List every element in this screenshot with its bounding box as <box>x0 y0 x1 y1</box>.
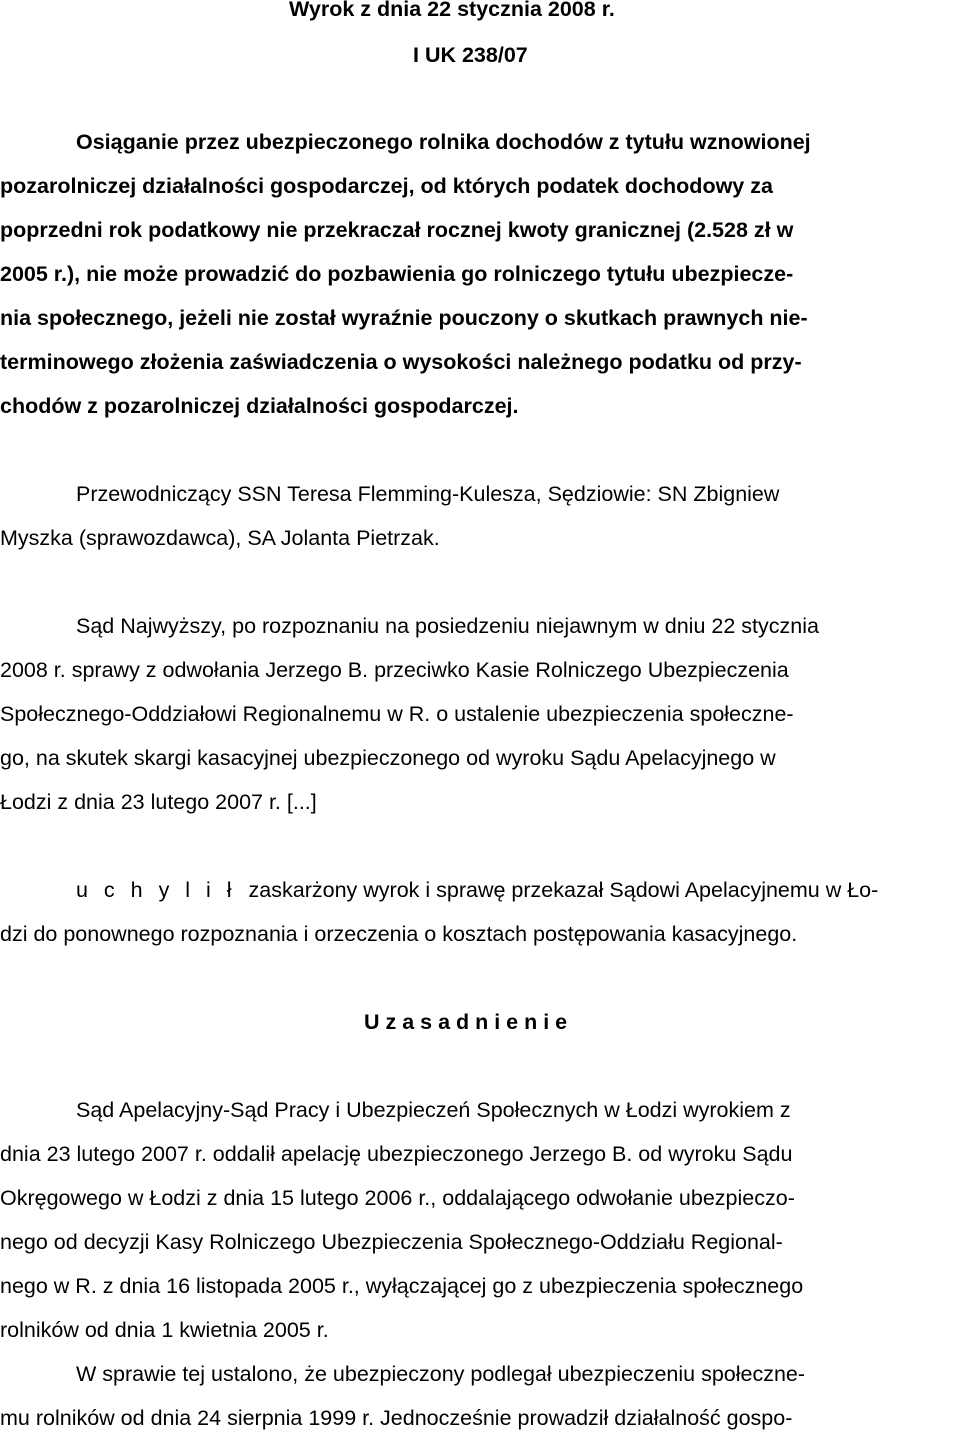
justification-line: rolników od dnia 1 kwietnia 2005 r. <box>0 1318 329 1342</box>
justification-line: nego od decyzji Kasy Rolniczego Ubezpieczenia Społecznego-Oddziału Regional- <box>0 1230 783 1254</box>
thesis-line: terminowego złożenia zaświadczenia o wysokości należnego podatku od przy- <box>0 350 802 374</box>
justification-line: Sąd Apelacyjny-Sąd Pracy i Ubezpieczeń Społecznych w Łodzi wyrokiem z <box>76 1098 791 1122</box>
thesis-line: Osiąganie przez ubezpieczonego rolnika dochodów z tytułu wznowionej <box>76 130 811 154</box>
verdict-word: u c h y l i ł <box>76 878 237 902</box>
case-number: I UK 238/07 <box>413 43 528 67</box>
proceedings-line: go, na skutek skargi kasacyjnej ubezpieczonego od wyroku Sądu Apelacyjnego w <box>0 746 776 770</box>
thesis-line: pozarolniczej działalności gospodarczej, od których podatek dochodowy za <box>0 174 773 198</box>
justification-line: mu rolników od dnia 24 sierpnia 1999 r. Jednocześnie prowadził działalność gospo- <box>0 1406 793 1430</box>
ruling-line <box>76 877 878 903</box>
justification-title: U z a s a d n i e n i e <box>364 1010 568 1034</box>
proceedings-line: Łodzi z dnia 23 lutego 2007 r. [...] <box>0 790 317 814</box>
thesis-line: chodów z pozarolniczej działalności gospodarczej. <box>0 394 519 418</box>
panel-line: Myszka (sprawozdawca), SA Jolanta Pietrzak. <box>0 526 440 550</box>
thesis-line: 2005 r.), nie może prowadzić do pozbawienia go rolniczego tytułu ubezpiecze- <box>0 262 794 286</box>
proceedings-line: Sąd Najwyższy, po rozpoznaniu na posiedzeniu niejawnym w dniu 22 stycznia <box>76 614 819 638</box>
ruling-line: dzi do ponownego rozpoznania i orzeczenia o kosztach postępowania kasacyjnego. <box>0 922 798 946</box>
justification-line: Okręgowego w Łodzi z dnia 15 lutego 2006 r., oddalającego odwołanie ubezpieczo- <box>0 1186 795 1210</box>
judgment-date: Wyrok z dnia 22 stycznia 2008 r. <box>289 0 615 21</box>
justification-line: dnia 23 lutego 2007 r. oddalił apelację ubezpieczonego Jerzego B. od wyroku Sądu <box>0 1142 793 1166</box>
thesis-line: nia społecznego, jeżeli nie został wyraźnie pouczony o skutkach prawnych nie- <box>0 306 808 330</box>
proceedings-line: 2008 r. sprawy z odwołania Jerzego B. przeciwko Kasie Rolniczego Ubezpieczenia <box>0 658 789 682</box>
ruling-text: zaskarżony wyrok i sprawę przekazał Sądowi Apelacyjnemu w Ło- <box>248 878 879 902</box>
proceedings-line: Społecznego-Oddziałowi Regionalnemu w R. o ustalenie ubezpieczenia społeczne- <box>0 702 794 726</box>
justification-line: W sprawie tej ustalono, że ubezpieczony podlegał ubezpieczeniu społeczne- <box>76 1362 806 1386</box>
justification-line: nego w R. z dnia 16 listopada 2005 r., wyłączającej go z ubezpieczenia społecznego <box>0 1274 804 1298</box>
panel-line: Przewodniczący SSN Teresa Flemming-Kulesza, Sędziowie: SN Zbigniew <box>76 482 780 506</box>
thesis-line: poprzedni rok podatkowy nie przekraczał rocznej kwoty granicznej (2.528 zł w <box>0 218 794 242</box>
